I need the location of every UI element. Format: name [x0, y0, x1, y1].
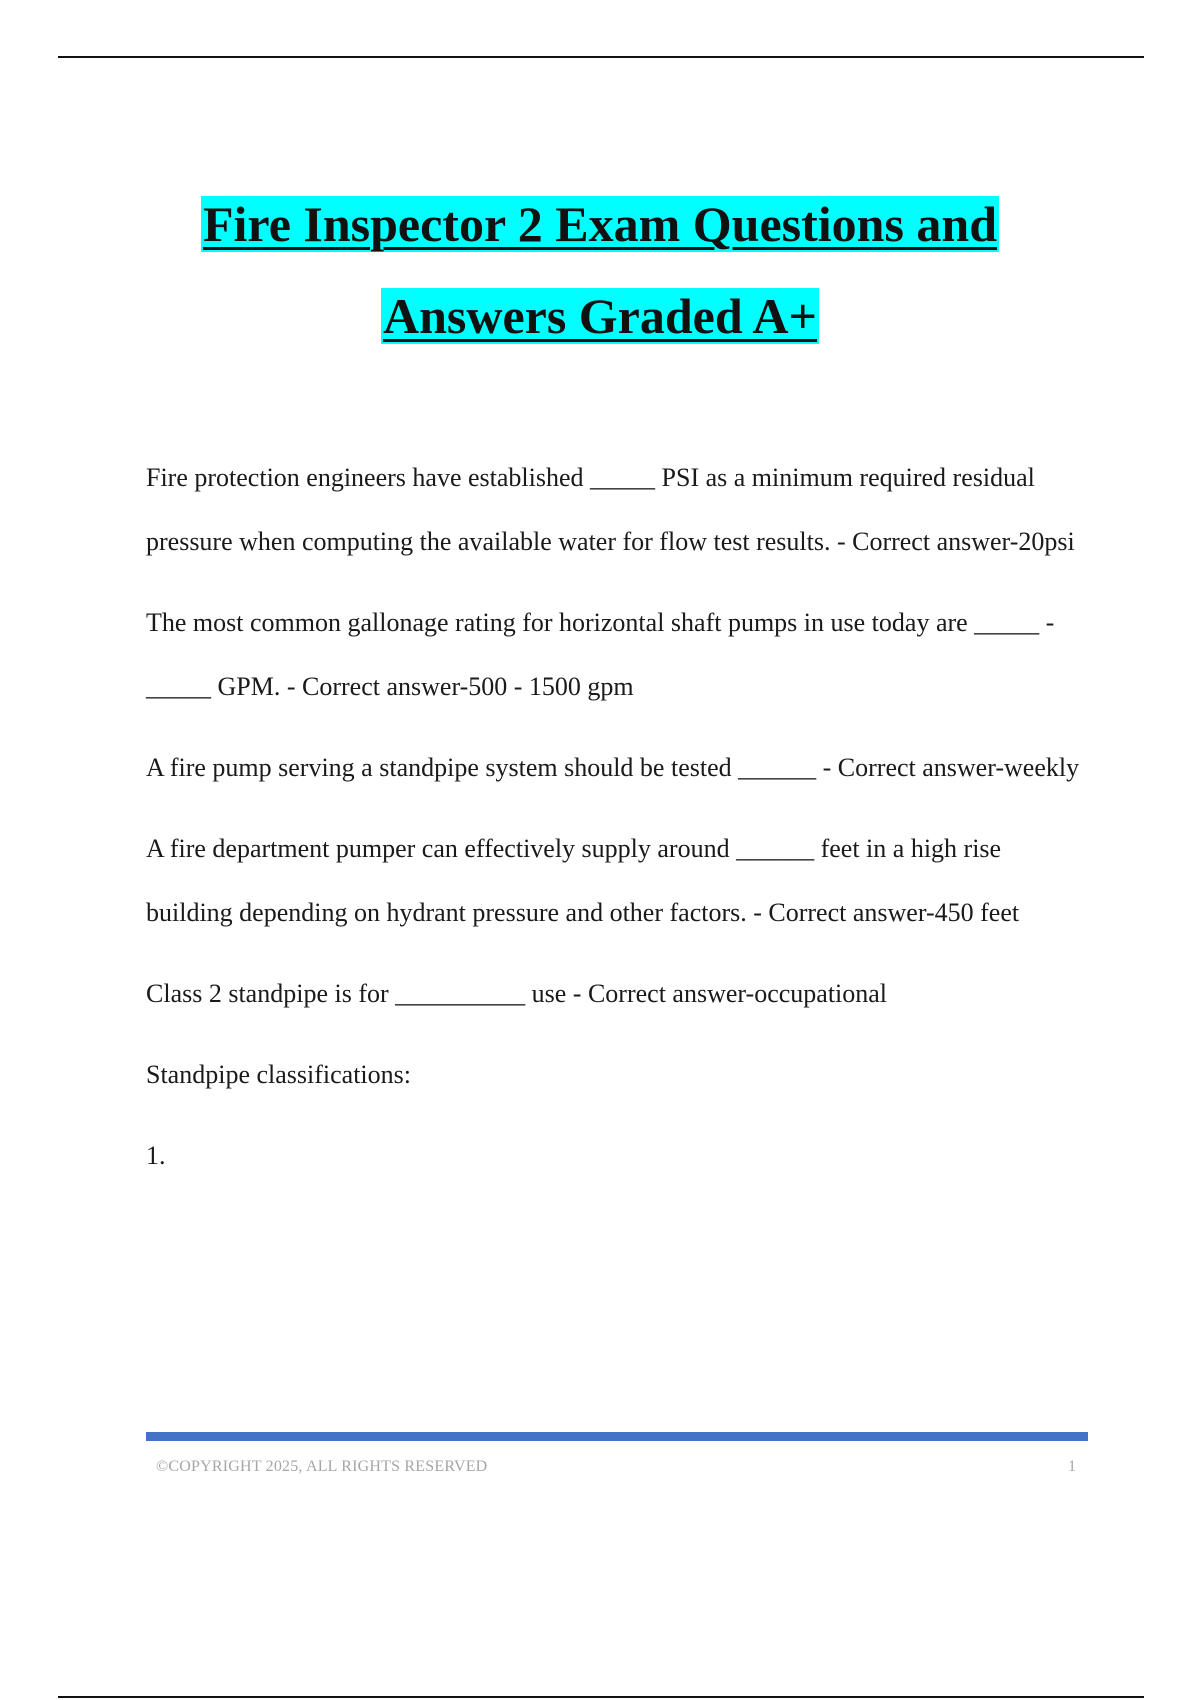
document-title [0, 178, 1200, 362]
title-line-1 [0, 178, 1200, 270]
footer-bar [146, 1432, 1088, 1441]
top-rule [58, 56, 1144, 58]
title-text-2: Answers Graded A+ [382, 288, 818, 344]
question-paragraph: A fire department pumper can effectively supply around ______ feet in a high rise building depending on hydrant pressure and other factors. - Correct answer-450 feet [146, 834, 1020, 927]
footer-page-number: 1 [1068, 1458, 1076, 1475]
bottom-rule [58, 1696, 1144, 1698]
document-body [146, 446, 1086, 1205]
question-paragraph: The most common gallonage rating for horizontal shaft pumps in use today are _____ - _____ GPM. - Correct answer-500 - 1500 gpm [146, 608, 1055, 701]
title-text-1: Fire Inspector 2 Exam Questions and [202, 196, 998, 252]
question-paragraph: Fire protection engineers have established _____ PSI as a minimum required residual pressure when computing the available water for flow test results. - Correct answer-20psi [146, 463, 1075, 556]
question-paragraph: 1. [146, 1141, 166, 1170]
question-paragraph: A fire pump serving a standpipe system should be tested ______ - Correct answer-weekly [146, 753, 1080, 782]
footer-copyright: ©COPYRIGHT 2025, ALL RIGHTS RESERVED [156, 1458, 488, 1475]
question-paragraph: Standpipe classifications: [146, 1060, 412, 1089]
title-line-2 [0, 270, 1200, 362]
question-paragraph: Class 2 standpipe is for __________ use - Correct answer-occupational [146, 979, 888, 1008]
